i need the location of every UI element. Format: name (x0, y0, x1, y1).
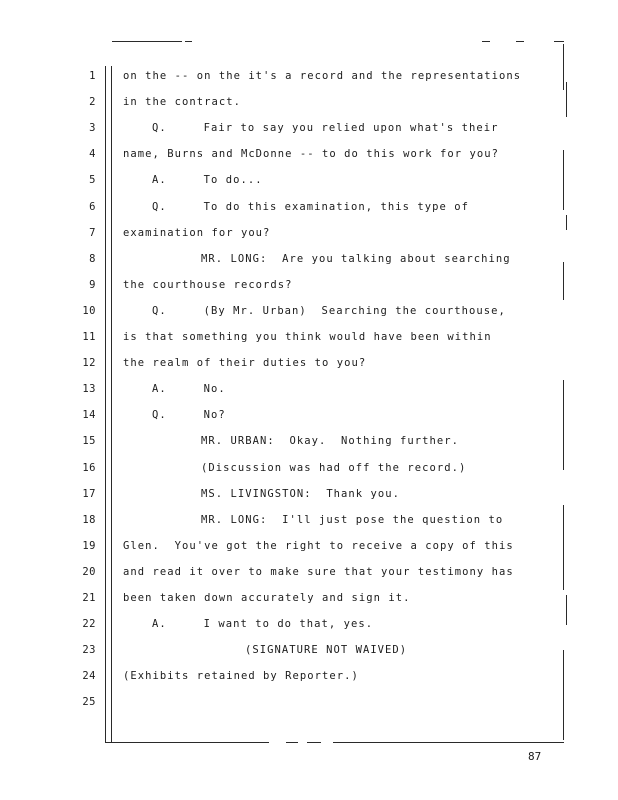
line-number: 7 (89, 227, 96, 239)
line-number: 21 (82, 592, 96, 604)
line-number: 8 (89, 253, 96, 265)
page-number: 87 (528, 750, 542, 763)
line-number: 1 (89, 70, 96, 82)
line-number: 2 (89, 96, 96, 108)
top-rule-fragment (185, 41, 192, 42)
line-number: 5 (89, 174, 96, 186)
bottom-rule (105, 742, 269, 743)
line-number: 22 (82, 618, 96, 630)
right-margin-rule (566, 595, 567, 625)
right-margin-rule (563, 650, 564, 740)
top-rule-fragment (516, 41, 524, 42)
transcript-line: in the contract. (123, 96, 241, 108)
transcript-line: (SIGNATURE NOT WAIVED) (245, 644, 408, 656)
transcript-line: MS. LIVINGSTON: Thank you. (201, 488, 401, 500)
line-number: 3 (89, 122, 96, 134)
right-margin-rule (566, 82, 567, 117)
line-number: 16 (82, 462, 96, 474)
left-margin-rule (105, 66, 106, 743)
line-number: 11 (82, 331, 96, 343)
transcript-line: A. To do... (152, 174, 263, 186)
line-number: 17 (82, 488, 96, 500)
line-number: 18 (82, 514, 96, 526)
transcript-line: (Exhibits retained by Reporter.) (123, 670, 359, 682)
transcript-line: been taken down accurately and sign it. (123, 592, 411, 604)
transcript-line: the courthouse records? (123, 279, 293, 291)
right-margin-rule (563, 262, 564, 300)
bottom-rule (333, 742, 564, 743)
right-margin-rule (566, 215, 567, 230)
line-number: 13 (82, 383, 96, 395)
left-margin-rule-inner (111, 66, 112, 743)
top-rule-fragment (482, 41, 490, 42)
transcript-line: (Discussion was had off the record.) (201, 462, 467, 474)
transcript-line: and read it over to make sure that your testimony has (123, 566, 514, 578)
line-number: 19 (82, 540, 96, 552)
transcript-line: on the -- on the it's a record and the representations (123, 70, 522, 82)
transcript-line: MR. URBAN: Okay. Nothing further. (201, 435, 460, 447)
line-number: 4 (89, 148, 96, 160)
transcript-line: MR. LONG: I'll just pose the question to (201, 514, 504, 526)
line-number: 9 (89, 279, 96, 291)
bottom-rule-fragment (307, 742, 321, 743)
transcript-line: name, Burns and McDonne -- to do this work for you? (123, 148, 499, 160)
line-number: 24 (82, 670, 96, 682)
top-rule-fragment (554, 41, 564, 42)
right-margin-rule (563, 44, 564, 90)
transcript-line: A. I want to do that, yes. (152, 618, 374, 630)
line-number: 23 (82, 644, 96, 656)
line-number: 14 (82, 409, 96, 421)
transcript-line: Q. To do this examination, this type of (152, 201, 469, 213)
right-margin-rule (563, 505, 564, 590)
transcript-line: examination for you? (123, 227, 271, 239)
transcript-line: Q. No? (152, 409, 226, 421)
transcript-line: Glen. You've got the right to receive a copy of this (123, 540, 514, 552)
top-rule (112, 41, 182, 42)
transcript-line: Q. Fair to say you relied upon what's their (152, 122, 499, 134)
line-number: 12 (82, 357, 96, 369)
line-number: 10 (82, 305, 96, 317)
transcript-line: A. No. (152, 383, 226, 395)
transcript-line: is that something you think would have been within (123, 331, 492, 343)
right-margin-rule (563, 380, 564, 470)
line-number: 15 (82, 435, 96, 447)
bottom-rule-fragment (286, 742, 298, 743)
line-number: 20 (82, 566, 96, 578)
line-number: 6 (89, 201, 96, 213)
transcript-line: the realm of their duties to you? (123, 357, 367, 369)
transcript-line: MR. LONG: Are you talking about searching (201, 253, 511, 265)
right-margin-rule (563, 150, 564, 210)
transcript-line: Q. (By Mr. Urban) Searching the courthouse, (152, 305, 506, 317)
line-number: 25 (82, 696, 96, 708)
